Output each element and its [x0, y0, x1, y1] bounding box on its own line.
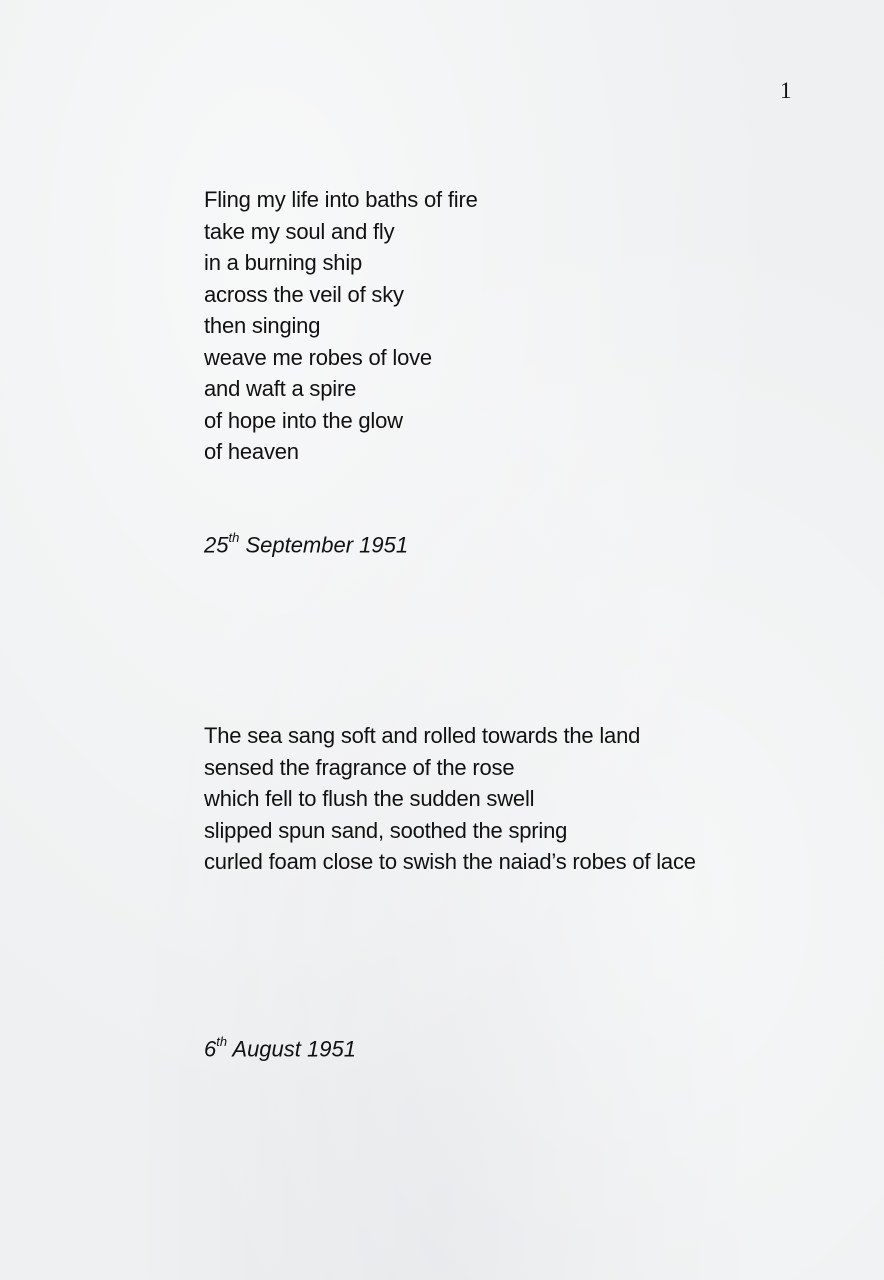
poem-line: of heaven [204, 439, 299, 464]
poem-line: take my soul and fly [204, 218, 395, 244]
poem-line: then singing [204, 313, 321, 338]
poem-line: Fling my life into baths of fire [204, 187, 478, 212]
poem-line: weave me robes of love [204, 344, 432, 370]
poem-second [204, 720, 696, 878]
poem-line: of hope into the glow [204, 407, 403, 433]
date-month-year: August 1951 [227, 1036, 356, 1062]
poem-date-second [204, 1036, 356, 1062]
date-day: 25 [204, 532, 229, 558]
poem-date-first [204, 532, 408, 558]
poem-line: slipped spun sand, soothed the spring [204, 817, 568, 843]
page-number: 1 [780, 78, 792, 103]
date-ordinal-suffix: th [228, 530, 240, 545]
poem-line: The sea sang soft and rolled towards the land [204, 723, 641, 748]
date-day: 6 [204, 1036, 217, 1062]
date-month-year: September 1951 [239, 532, 409, 558]
poem-line: and waft a spire [204, 376, 357, 401]
poem-line: sensed the fragrance of the rose [204, 754, 515, 780]
poem-line: which fell to flush the sudden swell [204, 786, 535, 811]
date-ordinal-suffix: th [216, 1034, 228, 1049]
poem-line: in a burning ship [204, 250, 363, 275]
poem-line: curled foam close to swish the naiad’s robes of lace [204, 849, 696, 874]
poem-first [204, 184, 478, 468]
poem-line: across the veil of sky [204, 281, 404, 307]
